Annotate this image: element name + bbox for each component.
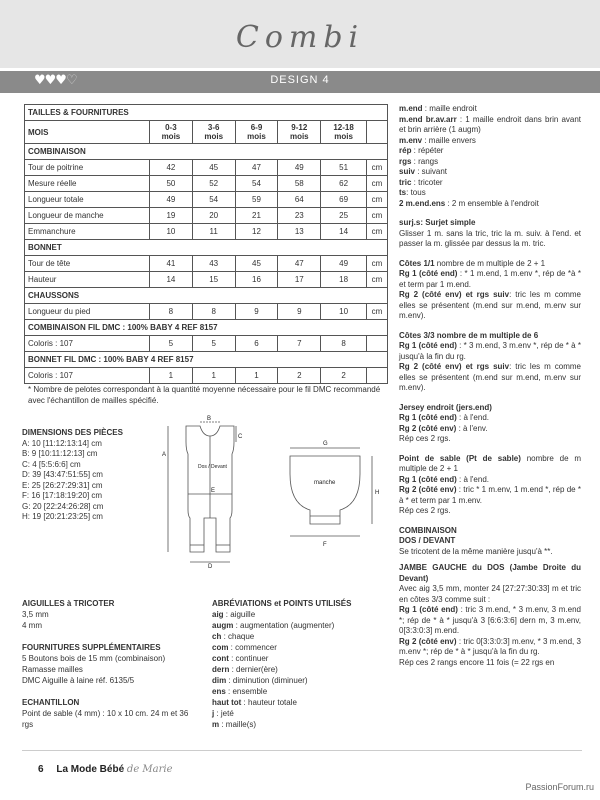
table-row (25, 368, 388, 384)
abbrev-key: rgs (399, 156, 412, 166)
abbrev-item (212, 620, 390, 631)
cell-value: 14 (321, 224, 367, 240)
abbrev-key: tric (399, 177, 412, 187)
title-band (0, 0, 600, 68)
cell-value: 10 (321, 304, 367, 320)
abbrev-desc: : maille endroit (422, 104, 477, 113)
sleeve-outline (290, 456, 360, 524)
abbrev-desc: : diminution (diminuer) (226, 676, 308, 685)
cell-value: 11 (192, 224, 235, 240)
cell-unit: cm (367, 304, 388, 320)
cell-unit: cm (367, 256, 388, 272)
column-header: 6-9 mois (235, 121, 278, 144)
table-row (25, 336, 388, 352)
section-row (25, 144, 388, 160)
cell-value: 6 (235, 336, 278, 352)
cell-value: 9 (235, 304, 278, 320)
footer-divider (22, 750, 582, 751)
instructions-column (399, 104, 581, 677)
abbrev-key: ens (212, 687, 226, 696)
cell-value: 54 (235, 176, 278, 192)
dimension-item: E: 25 [26:27:29:31] cm (22, 480, 103, 490)
abbreviations-block (212, 598, 390, 730)
abbrev-key: 2 m.end.ens (399, 198, 446, 208)
cell-unit: cm (367, 160, 388, 176)
column-header: 3-6 mois (192, 121, 235, 144)
abbrev-key: j (212, 709, 215, 718)
cell-value: 51 (321, 160, 367, 176)
section-title: COMBINAISON FIL DMC : 100% BABY 4 REF 8157 (25, 320, 388, 336)
row-label: Longueur du pied (25, 304, 150, 320)
abbrev-desc: : continuer (228, 654, 269, 663)
supply-item: Ramasse mailles (22, 665, 83, 674)
cotes11-block: Côtes 1/1 nombre de m multiple de 2 + 1 Rg 1 (côté end) : * 1 m.end, 1 m.env *, rép de *à * et term par 1 m.end. Rg 2 (côté env) et rgs suiv: tric les m comme elles se présentent (m.end sur m.end, m.env sur m.env). (399, 258, 581, 320)
abbrev-desc: : répéter (411, 146, 444, 155)
abbrev-key: dim (212, 676, 227, 685)
table-title-row (25, 105, 388, 121)
cell-value: 15 (192, 272, 235, 288)
cell-value: 7 (278, 336, 321, 352)
abbrev-key: com (212, 643, 229, 652)
row-label: Mesure réelle (25, 176, 150, 192)
abbrev-item (212, 642, 390, 653)
label-f: F (323, 542, 327, 548)
cell-value: 1 (150, 368, 193, 384)
dimension-item: F: 16 [17:18:19:20] cm (22, 491, 103, 500)
cell-value: 1 (192, 368, 235, 384)
cell-value: 47 (235, 160, 278, 176)
cell-value: 5 (192, 336, 235, 352)
abbrev-key: ch (212, 632, 222, 641)
cell-value: 2 (321, 368, 367, 384)
label-c: C (238, 434, 243, 440)
hearts-icon: ♥♥♥♡ (34, 73, 77, 88)
abbrev-desc: : 2 m ensemble à l'endroit (445, 198, 539, 208)
supplies-title: FOURNITURES SUPPLÉMENTAIRES (22, 643, 161, 652)
column-header: 12-18 mois (321, 121, 367, 144)
abbrev-item (212, 609, 390, 620)
schematic-diagram (160, 414, 394, 574)
dimension-item: H: 19 [20:21:23:25] cm (22, 512, 103, 521)
abbrev-key: haut tot (212, 698, 242, 707)
right-abbreviations (399, 104, 581, 209)
cell-value: 54 (192, 192, 235, 208)
row-label: Longueur totale (25, 192, 150, 208)
jersey-block: Jersey endroit (jers.end) Rg 1 (côté end) : à l'end. Rg 2 (côté env) : à l'env. Rép ces 2 rgs. (399, 402, 492, 443)
cell-value: 17 (278, 272, 321, 288)
cell-value: 58 (278, 176, 321, 192)
row-label: Longueur de manche (25, 208, 150, 224)
lower-left-block (22, 598, 200, 730)
dimension-item: D: 39 [43:47:51:55] cm (22, 470, 103, 479)
sample-title: ECHANTILLON (22, 698, 80, 707)
page-number: 6 (38, 764, 44, 775)
row-label: Coloris : 107 (25, 368, 150, 384)
cell-value: 5 (150, 336, 193, 352)
cell-value: 21 (235, 208, 278, 224)
cell-value: 62 (321, 176, 367, 192)
section-title: BONNET (25, 240, 388, 256)
combi-block: COMBINAISON DOS / DEVANT Se tricotent de la même manière jusqu'à **. (399, 525, 553, 556)
cell-value: 1 (235, 368, 278, 384)
row-label: Hauteur (25, 272, 150, 288)
watermark: PassionForum.ru (525, 782, 594, 792)
cell-value: 20 (192, 208, 235, 224)
abbrev-desc: : chaque (221, 632, 255, 641)
cell-value: 9 (278, 304, 321, 320)
cell-unit: cm (367, 272, 388, 288)
section-row (25, 320, 388, 336)
abbrev-item (212, 664, 390, 675)
abbrev-title: ABRÉVIATIONS et POINTS UTILISÉS (212, 599, 352, 608)
column-header: 0-3 mois (150, 121, 193, 144)
abbrev-key: rép (399, 146, 412, 155)
cell-value: 59 (235, 192, 278, 208)
table-row (25, 256, 388, 272)
cell-value: 45 (235, 256, 278, 272)
dimension-item: B: 9 [10:11:12:13] cm (22, 449, 98, 458)
cell-unit (367, 336, 388, 352)
sleeve-label: manche (314, 480, 336, 486)
abbrev-key: m (212, 720, 220, 729)
section-row (25, 288, 388, 304)
dimension-item: G: 20 [22:24:26:28] cm (22, 501, 104, 511)
cell-unit: cm (367, 176, 388, 192)
cell-unit: cm (367, 192, 388, 208)
abbrev-desc: : rangs (411, 156, 439, 166)
table-row (25, 160, 388, 176)
label-a: A (162, 452, 167, 458)
abbrev-desc: : tricoter (411, 177, 443, 187)
abbrev-key: suiv (399, 167, 416, 176)
section-row (25, 240, 388, 256)
section-title: COMBINAISON (25, 144, 388, 160)
abbrev-key: ts (399, 188, 407, 197)
table-row (25, 176, 388, 192)
magazine-brand: La Mode Bébé (56, 764, 125, 775)
cell-value: 25 (321, 208, 367, 224)
footer (38, 764, 173, 775)
label-d: D (208, 564, 213, 570)
dimension-item: A: 10 [11:12:13:14] cm (22, 438, 102, 448)
sable-block: Point de sable (Pt de sable) nombre de m multiple de 2 + 1 Rg 1 (côté end) : à l'end. Rg 2 (côté env) : tric * 1 m.env, 1 m.end *, rép de * à * et term par 1 m.env. Rép ces 2 rgs. (399, 453, 582, 515)
design-bar (0, 71, 600, 93)
jambe-block: JAMBE GAUCHE du DOS (Jambe Droite du Devant) Avec aig 3,5 mm, monter 24 [27:27:30:33] m et tric en côtes 3/3 comme suit : Rg 1 (côté end) : tric 3 m.end, * 3 m.env, 3 m.end *; rép de * à * jusqu'à 3 [6:6:3:6] dern m, 3 m.env, 0[3:3:0:3] m.end. Rg 2 (côté env) : tric 0[3:3:0:3] m.env, * 3 m.end, 3 m.env *; rép de * à * jusqu'à la fin du rg. Rép ces 2 rangs encore 11 fois (= 22 rgs en (399, 563, 581, 667)
cell-value: 18 (321, 272, 367, 288)
table-row (25, 304, 388, 320)
cell-value: 12 (235, 224, 278, 240)
row-label: Tour de tête (25, 256, 150, 272)
table-row (25, 224, 388, 240)
cell-value: 45 (192, 160, 235, 176)
abbrev-key: dern (212, 665, 230, 674)
design-label: DESIGN 4 (270, 74, 330, 86)
abbrev-desc: : commencer (228, 643, 277, 652)
cell-value: 19 (150, 208, 193, 224)
abbrev-item (212, 719, 390, 730)
dimension-item: C: 4 [5:5:6:6] cm (22, 459, 81, 469)
abbrev-item (212, 697, 390, 708)
needle-item: 4 mm (22, 621, 42, 630)
dimensions-block (22, 428, 123, 523)
table-note: * Nombre de pelotes correspondant à la quantité moyenne nécessaire pour le fil DMC recommandé avec l'échantillon de mailles spécifié. (28, 385, 381, 405)
cell-value: 64 (278, 192, 321, 208)
label-g: G (323, 441, 328, 447)
abbrev-item (212, 708, 390, 719)
cotes33-block: Côtes 3/3 nombre de m multiple de 6 Rg 1 (côté end) : * 3 m.end, 3 m.env *, rép de * à * jusqu'à la fin du rg. Rg 2 (côté env) et rgs suiv: tric les m comme elles se présentent (m.end sur m.end, m.env sur m.env). (399, 330, 582, 392)
cell-value: 52 (192, 176, 235, 192)
cell-value: 23 (278, 208, 321, 224)
abbrev-desc: : ensemble (225, 687, 268, 696)
column-header (367, 121, 388, 144)
cell-value: 49 (150, 192, 193, 208)
magazine-brand-suffix: de Marie (126, 764, 173, 775)
table-header-row (25, 121, 388, 144)
label-b: B (207, 416, 212, 422)
row-label: Emmanchure (25, 224, 150, 240)
table-row (25, 208, 388, 224)
surjet-block: surj.s: Surjet simple Glisser 1 m. sans la tric, tric la m. suiv. à l'end. et passer la m. glissée par dessus la m. tric. (399, 218, 581, 248)
dimensions-title: DIMENSIONS DES PIÈCES (22, 428, 123, 437)
sizes-table (24, 104, 388, 384)
abbrev-desc: : dernier(ère) (229, 665, 278, 674)
column-header: MOIS (25, 121, 150, 144)
needles-title: AIGUILLES à TRICOTER (22, 599, 115, 608)
abbrev-key: aig (212, 610, 224, 619)
page-title: Combi (235, 20, 365, 55)
table-row (25, 192, 388, 208)
abbrev-item (212, 686, 390, 697)
cell-value: 69 (321, 192, 367, 208)
front-label: Dos / Devant (198, 464, 227, 470)
column-header: 9-12 mois (278, 121, 321, 144)
cell-value: 8 (192, 304, 235, 320)
abbrev-desc: : augmentation (augmenter) (233, 621, 335, 630)
cell-value: 49 (278, 160, 321, 176)
abbrev-key: m.end (399, 104, 423, 113)
cell-value: 47 (278, 256, 321, 272)
cell-unit: cm (367, 208, 388, 224)
section-row (25, 352, 388, 368)
abbrev-desc: : hauteur totale (241, 698, 297, 707)
cell-value: 13 (278, 224, 321, 240)
abbrev-key: augm (212, 621, 234, 630)
abbrev-desc: : maille(s) (219, 720, 257, 729)
supply-item: DMC Aiguille à laine réf. 6135/5 (22, 676, 135, 685)
abbrev-desc: : jeté (214, 709, 234, 718)
cell-value: 8 (321, 336, 367, 352)
label-e: E (211, 488, 216, 494)
cell-value: 14 (150, 272, 193, 288)
section-title: CHAUSSONS (25, 288, 388, 304)
label-h: H (375, 490, 380, 496)
cell-value: 49 (321, 256, 367, 272)
abbrev-desc: : suivant (415, 167, 448, 176)
abbrev-desc: : maille envers (422, 135, 476, 145)
cell-value: 10 (150, 224, 193, 240)
abbrev-item (212, 653, 390, 664)
cell-value: 41 (150, 256, 193, 272)
row-label: Coloris : 107 (25, 336, 150, 352)
abbrev-desc: : 1 maille endroit dans brin avant et brin arrière (1 augm) (399, 114, 582, 134)
abbrev-key: cont (212, 654, 229, 663)
cell-value: 42 (150, 160, 193, 176)
table-title: TAILLES & FOURNITURES (25, 105, 388, 121)
cell-value: 8 (150, 304, 193, 320)
row-label: Tour de poitrine (25, 160, 150, 176)
cell-value: 2 (278, 368, 321, 384)
cell-value: 43 (192, 256, 235, 272)
abbrev-desc: : aiguille (223, 610, 256, 619)
abbrev-item (212, 631, 390, 642)
cell-unit (367, 368, 388, 384)
abbrev-desc: : tous (406, 188, 426, 197)
abbrev-item (212, 675, 390, 686)
supply-item: 5 Boutons bois de 15 mm (combinaison) (22, 654, 166, 663)
sample-text: Point de sable (4 mm) : 10 x 10 cm. 24 m et 36 rgs (22, 709, 189, 729)
abbrev-key: m.env (399, 135, 423, 145)
table-row (25, 272, 388, 288)
cell-unit: cm (367, 224, 388, 240)
needle-item: 3,5 mm (22, 610, 49, 619)
cell-value: 50 (150, 176, 193, 192)
abbrev-key: m.end br.av.arr (399, 114, 457, 124)
cell-value: 16 (235, 272, 278, 288)
section-title: BONNET FIL DMC : 100% BABY 4 REF 8157 (25, 352, 388, 368)
